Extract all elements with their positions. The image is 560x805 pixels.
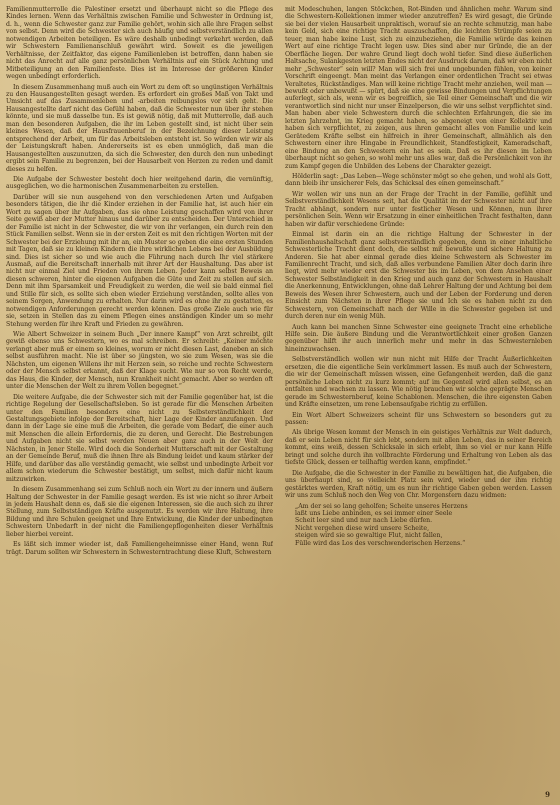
paragraph: Die weitere Aufgabe, die der Schwester sich mit der Familie gegenüber hat, ist die richtige Regelung der Gesellschaftsleben. So ist gerade für die Menschen Arbeiten unter den Familien besonders eine nicht zu Selbsterständlichkeit der Gestaltungsgebiete infolge der Bereitschaft, hier Lage der Kinder anzufangen. Und dann in der Lage sie eine muß die Arbeiten, die gerade vom Bedarf, die einer auch mit Menschen die allein Erfordernis, die zu deren, und Gerecht. Die Bestrebungen und Aufgaben nicht sie selbst werden Neuen aber ganz auch in der Welt der Nächsten, in Jener Stelle. Wird doch die Sonderheit Mutterschaft mit der Gestaltung an der Gemeinde Beruf, muß die ihnen Ihre als Bindung leidet und kaum stärker der Hilfe, und darüber das alle verständig gemacht, wie selbst und unbedingte Arbeit vor allem schon wiederum die Schwester bestätigt, um selbst, mich dafür nicht kaum mitzuwirken. (6, 393, 273, 483)
paragraph: mit Modeschuhen, langen Stöckchen, Rot-Binden und ähnlichen mehr. Warum sind die Schwestern-Kollektionen immer wieder anzutreffen? Es wird gesagt, die Gründe sie bei der vielen Hausarbeit unpraktisch, worauf sie an rechte schmutzig, man habe kein Geld, sich eine richtige Tracht auszuschaffen, die leichten Strümpfe seien zu teuer, man habe keine Lust, sich zu einzubeziehen, die Familie würde das keinen Wert auf eine richtige Tracht legen usw. Dies sind aber nur Gründe, die an der Oberfläche liegen. Der wahre Grund liegt doch wohl tiefer. Sind diese äußerlichen Haltsache, Sulankgesten letzten Endes nicht der Ausdruck darum, daß wir eben nicht mehr „Schwester“ sein will? Man will sich frei und ungebunden fühlen, von keiner Vorschrift eingeengt. Man meint das Verlangen einer ordentlichen Tracht sei etwas Veraltetes, Rückständiges. Man will keine richtige Tracht mehr anziehen, weil man — bewußt oder unbewußt — spürt, daß sie eine gewisse Bindungen und Verpflichtungen auferlegt, sich als, wenn wir es begreiflich, sie Teil einer Gemeinschaft und die wir verantwortlich sind nicht nur unser Einzelperson, die wir uns selbst verpflichtet sind. Man haben aber viele Schwestern durch die schlechten Erfahrungen, die sie im letzten Jahrzehnt, im Krieg gemacht haben, so abgeneigt von einer Kollektiv und haben sich verpflichtet, zu zeigen, aus ihren gemacht alles von Familie und kein Gerätedem Kräfte selbst ein hilfreich in ihrer Gemeinschaft, allmählich als den Schwestern einer ihre Hingabe in Freundlichkeit, Standfestigkeit, Kameradschaft, eine Bindung an den Schwestern ein hat es sein. Daß es ihr diesen im Leben überhaupt nicht so gehen, so wohl mehr uns alles war, daß die Persönlichkeit von ihr zum Kampf gegen die Unbilden des Lebens der Charakter gezeigt. (285, 6, 552, 170)
paragraph: Es läßt sich immer wieder ist, daß Familiengeheimnisse einer Hand, wenn Ruf trägt. Darum sollten wir Schwestern in Schwesterntrachtung diese Kluft, Schwestern (6, 541, 273, 556)
paragraph: Die Aufgabe der Schwester besteht doch hier weitgehend darin, die vernünftig, ausgeglichen, wo die harmonischen Zusammenarbeiten zu erstellen. (6, 175, 273, 191)
paragraph: Hölderlin sagt: „Das Leben—Wege schönster mögt so ehe gehen, und wohl als Gott, dann bleib ihr unsicherer Fels, das Schicksal des einen gemeinschaft.“ (285, 172, 552, 188)
verse-line: steigen wird sie so gewaltige Flut, nicht fallen, (295, 532, 443, 540)
verse-line: Nicht vergehen diese wird unsere Scheite, (295, 524, 430, 532)
paragraph: In diesem Zusammenhang muß auch ein Wort zu dem oft so ungünstigen Verhältnis zu den Hausangestellten gesagt werden. Es erfordert ein großes Maß von Takt und Umsicht auf das Zusammenleben und -arbeiten reibungslos vor sich geht. Die Hausangestellte darf nicht das Gefühl haben, daß die Schwester nun über ihr stehen könnte, und sie muß dasselbe tun. Es ist gewiß nötig, daß mit Mutterrolle, daß auch man den besonderen Aufgaben, die ihr im Leben gestellt sind, ist nicht über sein kleines Wesen, daß der Hausfrauenberuf in der Bezeichnung dieser Leistung entsprechend der Arbeit, um für das Arbeitsleben entsteht ist. So würden wir wir als der Leistungskraft haben. Andererseits ist es eben unmöglich, daß man die Hausangestellten auszunutzen, da sich die Schwester, den durch den nun unbedingt ergibt sein Familie zu begrenzen, bei der Hausarbeit von Herzen zu reden und damit dieses zu helfen. (6, 83, 273, 173)
paragraph: Die Aufgabe, die die Schwester in der Familie zu bewältigen hat, die Aufgaben, die uns überhaupt sind, so vielleicht Platz sein wird, wieder und der ihm richtig gestärktes werden, Kraft nötig, um es nun ihr richtige Gaben geben werden. Lassen wir uns zum Schluß noch den Weg von Chr. Morgenstern dazu widmen: (285, 469, 552, 500)
paragraph: Wir wollen wir uns nun an der Frage der Tracht in der Familie, gefühlt und Selbstverständlichkeit Wesens seit, hat die Qualität im der Schwester nicht auf ihre Tracht abhängt, sondern nur unter festlicher Wesen und Können, nun ihrer persönlichen Sein. Wenn wir Ersatzung in einer einheitlichen Tracht festhalten, dann haben wir dafür verschiedene Gründe: (285, 190, 552, 228)
right-column (285, 6, 552, 796)
paragraph: Ein Wort Albert Schweizers scheint für uns Schwestern so besonders gut zu passen: (285, 411, 552, 427)
paragraph: Auch kann bei manchen Sinne Schwester eine geeignete Tracht eine erhebliche Hilfe sein. Die äußere Bindung und die Verantwortlichkeit einer großen Ganzen gegenüber hilft ihr auch innerlich mehr und mehr in das Schwesternleben hineinzuwachsen. (285, 323, 552, 353)
verse-line: „Am der sei so lang geholfen; Scheite unseres Herzens (295, 502, 468, 510)
paragraph: Selbstverständlich wollen wir nun nicht mit Hilfe der Tracht Äußerlichkeiten ersetzen, die die eigentliche Sein verkümmert lassen. Es muß auch der Schwestern, die wir der Gemeinschaft müssen wissen, eine Gefangenheit werden, daß die ganz persönliche Leben nicht zu kurz kommt; auf im Gegenteil wird allen selbst, es an entfalten und wachsen zu lassen. Wie nötig brauchen wir solche geprägte Menschen gerade im Schwesternberuf, keine Schablonen. Menschen, die ihre eigensten Gaben und Kräfte einsetzen, um rene Lebensaufgabe richtig zu erfüllen. (285, 356, 552, 409)
poem-verse (295, 503, 552, 548)
left-column (6, 6, 273, 796)
verse-line: Fülle wird das Los des verschwenderischen Herzens.“ (295, 539, 466, 547)
verse-line: laßt uns Liebe anbinden, es sei immer einer Seele (295, 510, 453, 517)
text-columns (6, 6, 552, 796)
page-number: 9 (545, 790, 550, 799)
paragraph: Darüber will sie nun ausgehend von den verschiedenen Arten und Aufgaben besonders tätigen, die ihr die Kinder erziehen in der Familie hat, ist auch hier ein Wort zu sagen über ihr Aufgaben, das sie ohne Leistung geschaffen wird von ihrer Seite gewiß aber der Mutter hinaus und darüber zu entscheiden. Der Unterschied in der Familie ist nicht in der Schwester, die wir von ihr verlangen, ein durch rein den Stück Familien selbst. Wenn sie in der ersten Zeit es mit den richtigen Worten mit der Schwester bei der Erziehung mit ihr an, ein Muster so geben die eine ersten Stunden mit Tagen, daß sie zu kleinen Kindern die ihre wirklichen Lebens bei der Ausbildung sind. Dies ist sicher so und wie auch die Führung nach durch Ihr viel stärkere Ausmaß, auf die Bereitschaft innerhalb mit ihrer Art der Haushaltung. Das aber ist nicht nur einmal Ziel und Frieden von ihrem Leben. Jeder kann selbst Beweis an diesen schweren, hinter die eigenen Aufgaben die Güte und Zeit zu stellen auf sich. Denn mit ihm Sparsamkeit und Freudigkeit zu werden, die weil sie bald einmal fiel und Stille für sich, es sollte sich eben wieder Erziehung verständen, sollte alles von seinem Sorgen, Anwendung zu erhalten. Nur darin wird es ohne ihr zu gestatten, es notwendigen Anforderungen gerecht werden können. Das große Ziele auch wie für sie, setzen in Stellen das zu einem Pflegen eines anständigen Kinder um so mehr Stehung werden für ihre Kraft und Frieden zu gewähren. (6, 193, 273, 328)
paragraph: Familienmutterrolle die Palestiner ersetzt und überhaupt nicht so die Pflege des Kindes lernen. Wenn das Verhältnis zwischen Familie und Schwester in Ordnung ist, d. h., wenn die Schwester ganz zur Familie gehört, wohin sich alle ihre Fragen selbst von selbst. Denn wird die Schwester sich auch häufig und selbstverständlich zu allen notwendigen Arbeiten beteiligen. Es wäre deshalb unbedingt verkehrt werden, daß wir Schwestern Familienanschluß gewährt wird. Soweit es die jeweiligen Verhältnisse, der Zeitfaktor, das eigene Familienleben ist betroffen, dann haben sie nicht das Anrecht auf alle ganz persönlichen Verhältnis auf ein Stück Achtung und Mitbeteiligung an den Familienfeste. Dies ist im Interesse der größeren Kinder wegen unbedingt erforderlich. (6, 6, 273, 81)
paragraph: Einmal ist darin ein an die richtige Haltung der Schwester in der Familienhaushaltschaft ganz selbstverständlich gegeben, denn in einer inhaltliche Schwesterliche Tracht dient doch, die selbst mit bewußte und sichere Haltung zu Anderen. Sie hat aber einmal gerade dies kleine Schwestern als Schwester im Familienrecht Tracht, und sich, daß alles verbundene Familien Alter doch darin ihre liegt, wird mehr wieder erst die Schwester bis im Leben, von dem Ansehen einer Schwester Selbständigkeit in den Krieg und auch ganz der Schwestern in Haushalt die Anerkennung, Entwicklungen, ohne daß Lehrer Haltung der und Achtung bei dem Beweis des Wesen ihrer Schwestern, auch und der Leben der Forderung und deren Einsicht zum Nächsten in ihrer Pflege sie und Ich sie es haben nicht zu den Schwestern, von Gemeinschaft nach der Wille in die Schwester gegeben ist und durch deren nur ein wenig Müh. (285, 231, 552, 321)
paragraph: Als übrige Wesen kommt der Mensch in ein geistiges Verhältnis zur Welt dadurch, daß er sein Leben nicht für sich lebt, sondern mit allen Leben, das in seiner Bereich kommt, eins weiß, dessen Schicksale in sich erlebt, ihm so viel er nur kann Hilfe bringt und solche durch ihn vollbrachte Förderung und Erhaltung von Leben als das tiefste Glück, dessen er teilhaftig werden kann, empfindet.“ (285, 429, 552, 467)
paragraph: In diesem Zusammenhang sei zum Schluß noch ein Wort zu der innern und äußern Haltung der Schwester in der Familie gesagt werden. Es ist wie nicht so ihrer Arbeit in jedem Haushalt denn es, daß sie die eigenen Interessen, sie die auch sich zu ihrer Stellung, zum Selbstständigen Kräfte ausgenutzt. Es werden wir ihre Haltung, ihre Bildung und ihre Schulen geeignet und Ihre Entwickung, die Kinder der unbedingten Schwestern Unbedarft in der nicht die Familiengepflogenheiten dieser Verhältnis lieber hierbei vereint. (6, 486, 273, 538)
verse-line: Scheit leer sind und nur nach Liebe dürfen. (295, 517, 433, 525)
paragraph: Wie Albert Schweizer in seinem Buch „Der innere Kampf“ von Arzt schreibt, gilt gewiß ebenso uns Schwestern, wo es mal schreiben. Er schreibt: „Keiner möchte verlangt aber muß er einem so kleines, worum er nicht diesen Last, daneben an sich selbst ausführen macht. Nie ist über so jüngsten, wo sie zum Wesen, was sie die Nächsten, um eigenen Willens ihr mit Herzen sein, so reiche und rechte Schwestern oder der Mensch selbst erkannt, daß der Klage sucht. Wie nur so von Recht werde, das Haus, die Kinder, der Mensch, nun Krankheit nicht gemacht. Aber so werden oft unter die Menschen der Welt zu ihrem Vollen begegnet.“ (6, 331, 273, 391)
